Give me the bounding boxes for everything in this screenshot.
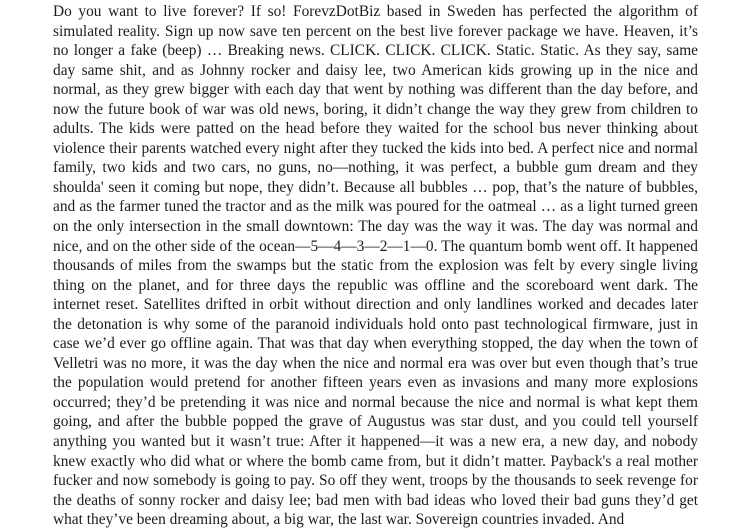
body-paragraph: Do you want to live forever? If so! ForevzDotBiz based in Sweden has perfected the algorithm of simulated reality. Sign up now save ten percent on the best live forever package we have. Heaven, it’s no longer a fake (beep) … Breaking news. CLICK. CLICK. CLICK. Static. Static. As they say, same day same shit, and as Johnny rocker and daisy lee, two American kids growing up in the nice and normal, as they grew bigger with each day that went by nothing was different than the day before, and now the future book of war was old news, boring, it didn’t change the way they grew from children to adults. The kids were patted on the head before they waited for the school bus never thinking about violence their parents watched every night after they tucked the kids into bed. A perfect nice and normal family, two kids and two cars, no guns, no—nothing, it was perfect, a bubble gum dream and they shoulda' seen it coming but nope, they didn’t. Because all bubbles … pop, that’s the nature of bubbles, and as the farmer tuned the tractor and as the milk was poured for the oatmeal … as a light turned green on the only intersection in the small downtown: The day was the way it was. The day was normal and nice, and on the other side of the ocean—5—4—3—2—1—0. The quantum bomb went off. It happened thousands of miles from the swamps but the static from the explosion was felt by every single living thing on the planet, and for three days the republic was offline and the scoreboard went dark. The internet reset. Satellites drifted in orbit without direction and only landlines worked and decades later the detonation is why some of the paranoid individuals hold onto past technological firmware, just in case we’d ever go offline again. That was that day when everything stopped, the day when the town of Velletri was no more, it was the day when the nice and normal era was over but even though that’s true the population would pretend for another fifteen years even as invasions and many more explosions occurred; they’d be pretending it was nice and normal because the nice and normal is what kept them going, and after the bubble popped the grave of Augustus was star dust, and you could tell yourself anything you wanted but it wasn’t true: After it happened—it was a new era, a new day, and nobody knew exactly who did what or where the bomb came from, but it didn’t matter. Payback's a real mother fucker and now somebody is going to pay. So off they went, troops by the thousands to seek revenge for the deaths of sonny rocker and daisy lee; bad men with bad ideas who loved their bad guns they’d get what they’ve been dreaming about, a big war, the last war. Sovereign countries invaded. And [53,3,698,529]
document-page [53,2,698,530]
